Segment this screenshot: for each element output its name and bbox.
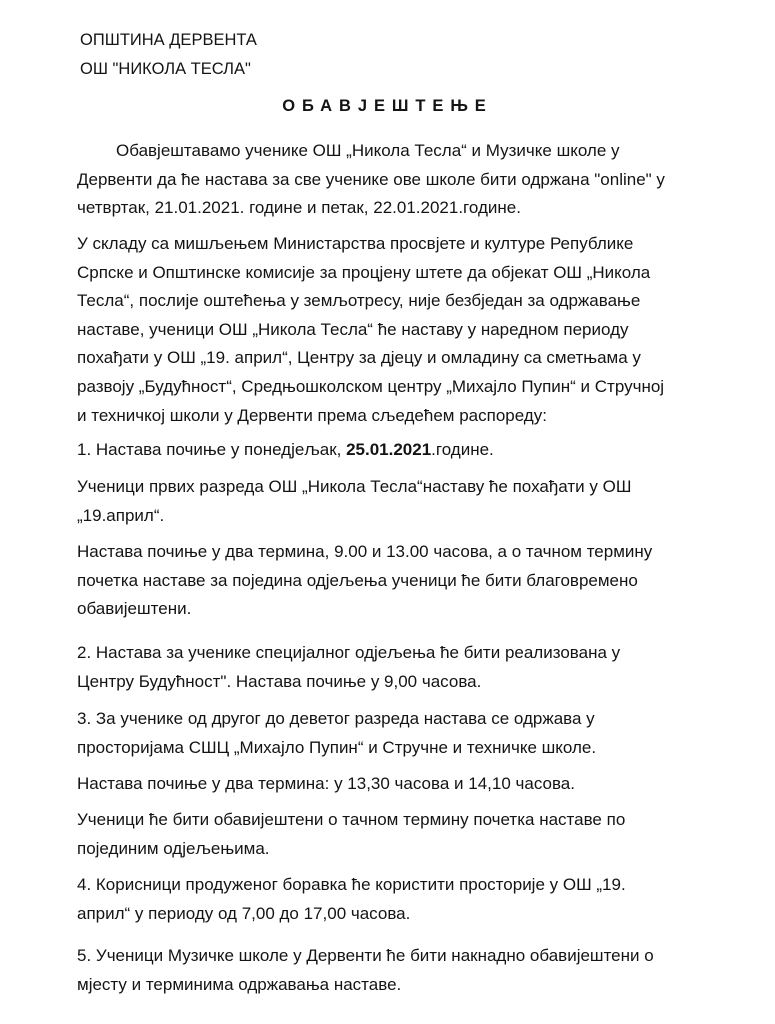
paragraph-line: Ученици ће бити обавијештени о тачном термину почетка наставе по [77,810,626,829]
paragraph-line: Настава почиње у два термина: у 13,30 часова и 14,10 часова. [77,774,575,793]
paragraph-line: обавијештени. [77,599,192,619]
paragraph-line: развоју „Будућност“, Средњошколском центру „Михајло Пупин“ и Стручној [77,376,665,396]
paragraph-line: просторијама СШЦ „Михајло Пупин“ и Стручне и техничке школе. [77,737,597,757]
document-title: ОБАВЈЕШТЕЊЕ [282,97,493,115]
paragraph-intro [77,137,702,223]
paragraph-line: почетка наставе за поједина одјељења ученици ће бити благовремено [77,570,638,590]
paragraph-item-2-special-class [77,639,702,696]
paragraph-item-1-start-date [77,436,702,465]
paragraph-line: наставе, ученици ОШ „Никола Тесла“ ће наставу у наредном периоду [77,319,629,339]
paragraph-line: 4. Корисници продуженог боравка ће користити просторије у ОШ „19. [77,875,626,894]
paragraph-line: Српске и Општинске комисије за процјену штете да објекат ОШ „Никола [77,262,651,282]
paragraph-line: Тесла“, послије оштећења у земљотресу, није безбједан за одржавање [77,291,641,311]
school-header: ОШ "НИКОЛА ТЕСЛА" [80,60,251,78]
paragraph-line: четвртак, 21.01.2021. године и петак, 22.01.2021.године. [77,198,521,218]
paragraph-line: похађати у ОШ „19. април“, Центру за дјецу и омладину са сметњама у [77,348,641,368]
paragraph-item-3-grades-2-9 [77,705,702,762]
start-date: 25.01.2021 [346,440,432,459]
paragraph-line [77,436,702,465]
paragraph-line: мјесту и терминима одржавања наставе. [77,974,402,994]
paragraph-line: и техничкој школи у Дервенти према сљедећем распореду: [77,405,547,425]
paragraph-line: април“ у периоду од 7,00 до 17,00 часова. [77,903,411,923]
paragraph-line: Обавјештавамо ученике ОШ „Никола Тесла“ и Музичке школе у [116,141,620,160]
paragraph-notification [77,806,702,863]
paragraph-item-5-music-school [77,942,702,999]
paragraph-line: 3. За ученике од другог до деветог разреда настава се одржава у [77,709,595,728]
paragraph-ministry-decision [77,230,702,430]
paragraph-line: Дервенти да ће настава за све ученике ове школе бити одржана "online" у [77,169,665,189]
paragraph-line: Ученици првих разреда ОШ „Никола Тесла“наставу ће похађати у ОШ [77,477,632,496]
start-text: 1. Настава почиње у понедјељак, [77,440,347,459]
paragraph-line: Центру Будућност". Настава почиње у 9,00 часова. [77,671,482,691]
paragraph-line: Настава почиње у два термина, 9.00 и 13.00 часова, а о тачном термину [77,542,653,561]
municipality-header: ОПШТИНА ДЕРВЕНТА [80,31,257,49]
paragraph-grades-2-9-schedule [77,770,702,799]
paragraph-line: 2. Настава за ученике специјалног одјељења ће бити реализована у [77,643,621,662]
paragraph-line: „19.април“. [77,505,165,525]
paragraph-line: појединим одјељењима. [77,838,270,858]
paragraph-first-grade [77,473,702,530]
paragraph-line: У складу са мишљењем Министарства просвјете и културе Републике [77,234,634,253]
paragraph-line: 5. Ученици Музичке школе у Дервенти ће бити накнадно обавијештени о [77,946,654,965]
paragraph-item-4-extended-stay [77,871,702,928]
start-text-suffix: .године. [431,440,494,459]
paragraph-first-grade-schedule [77,538,702,624]
